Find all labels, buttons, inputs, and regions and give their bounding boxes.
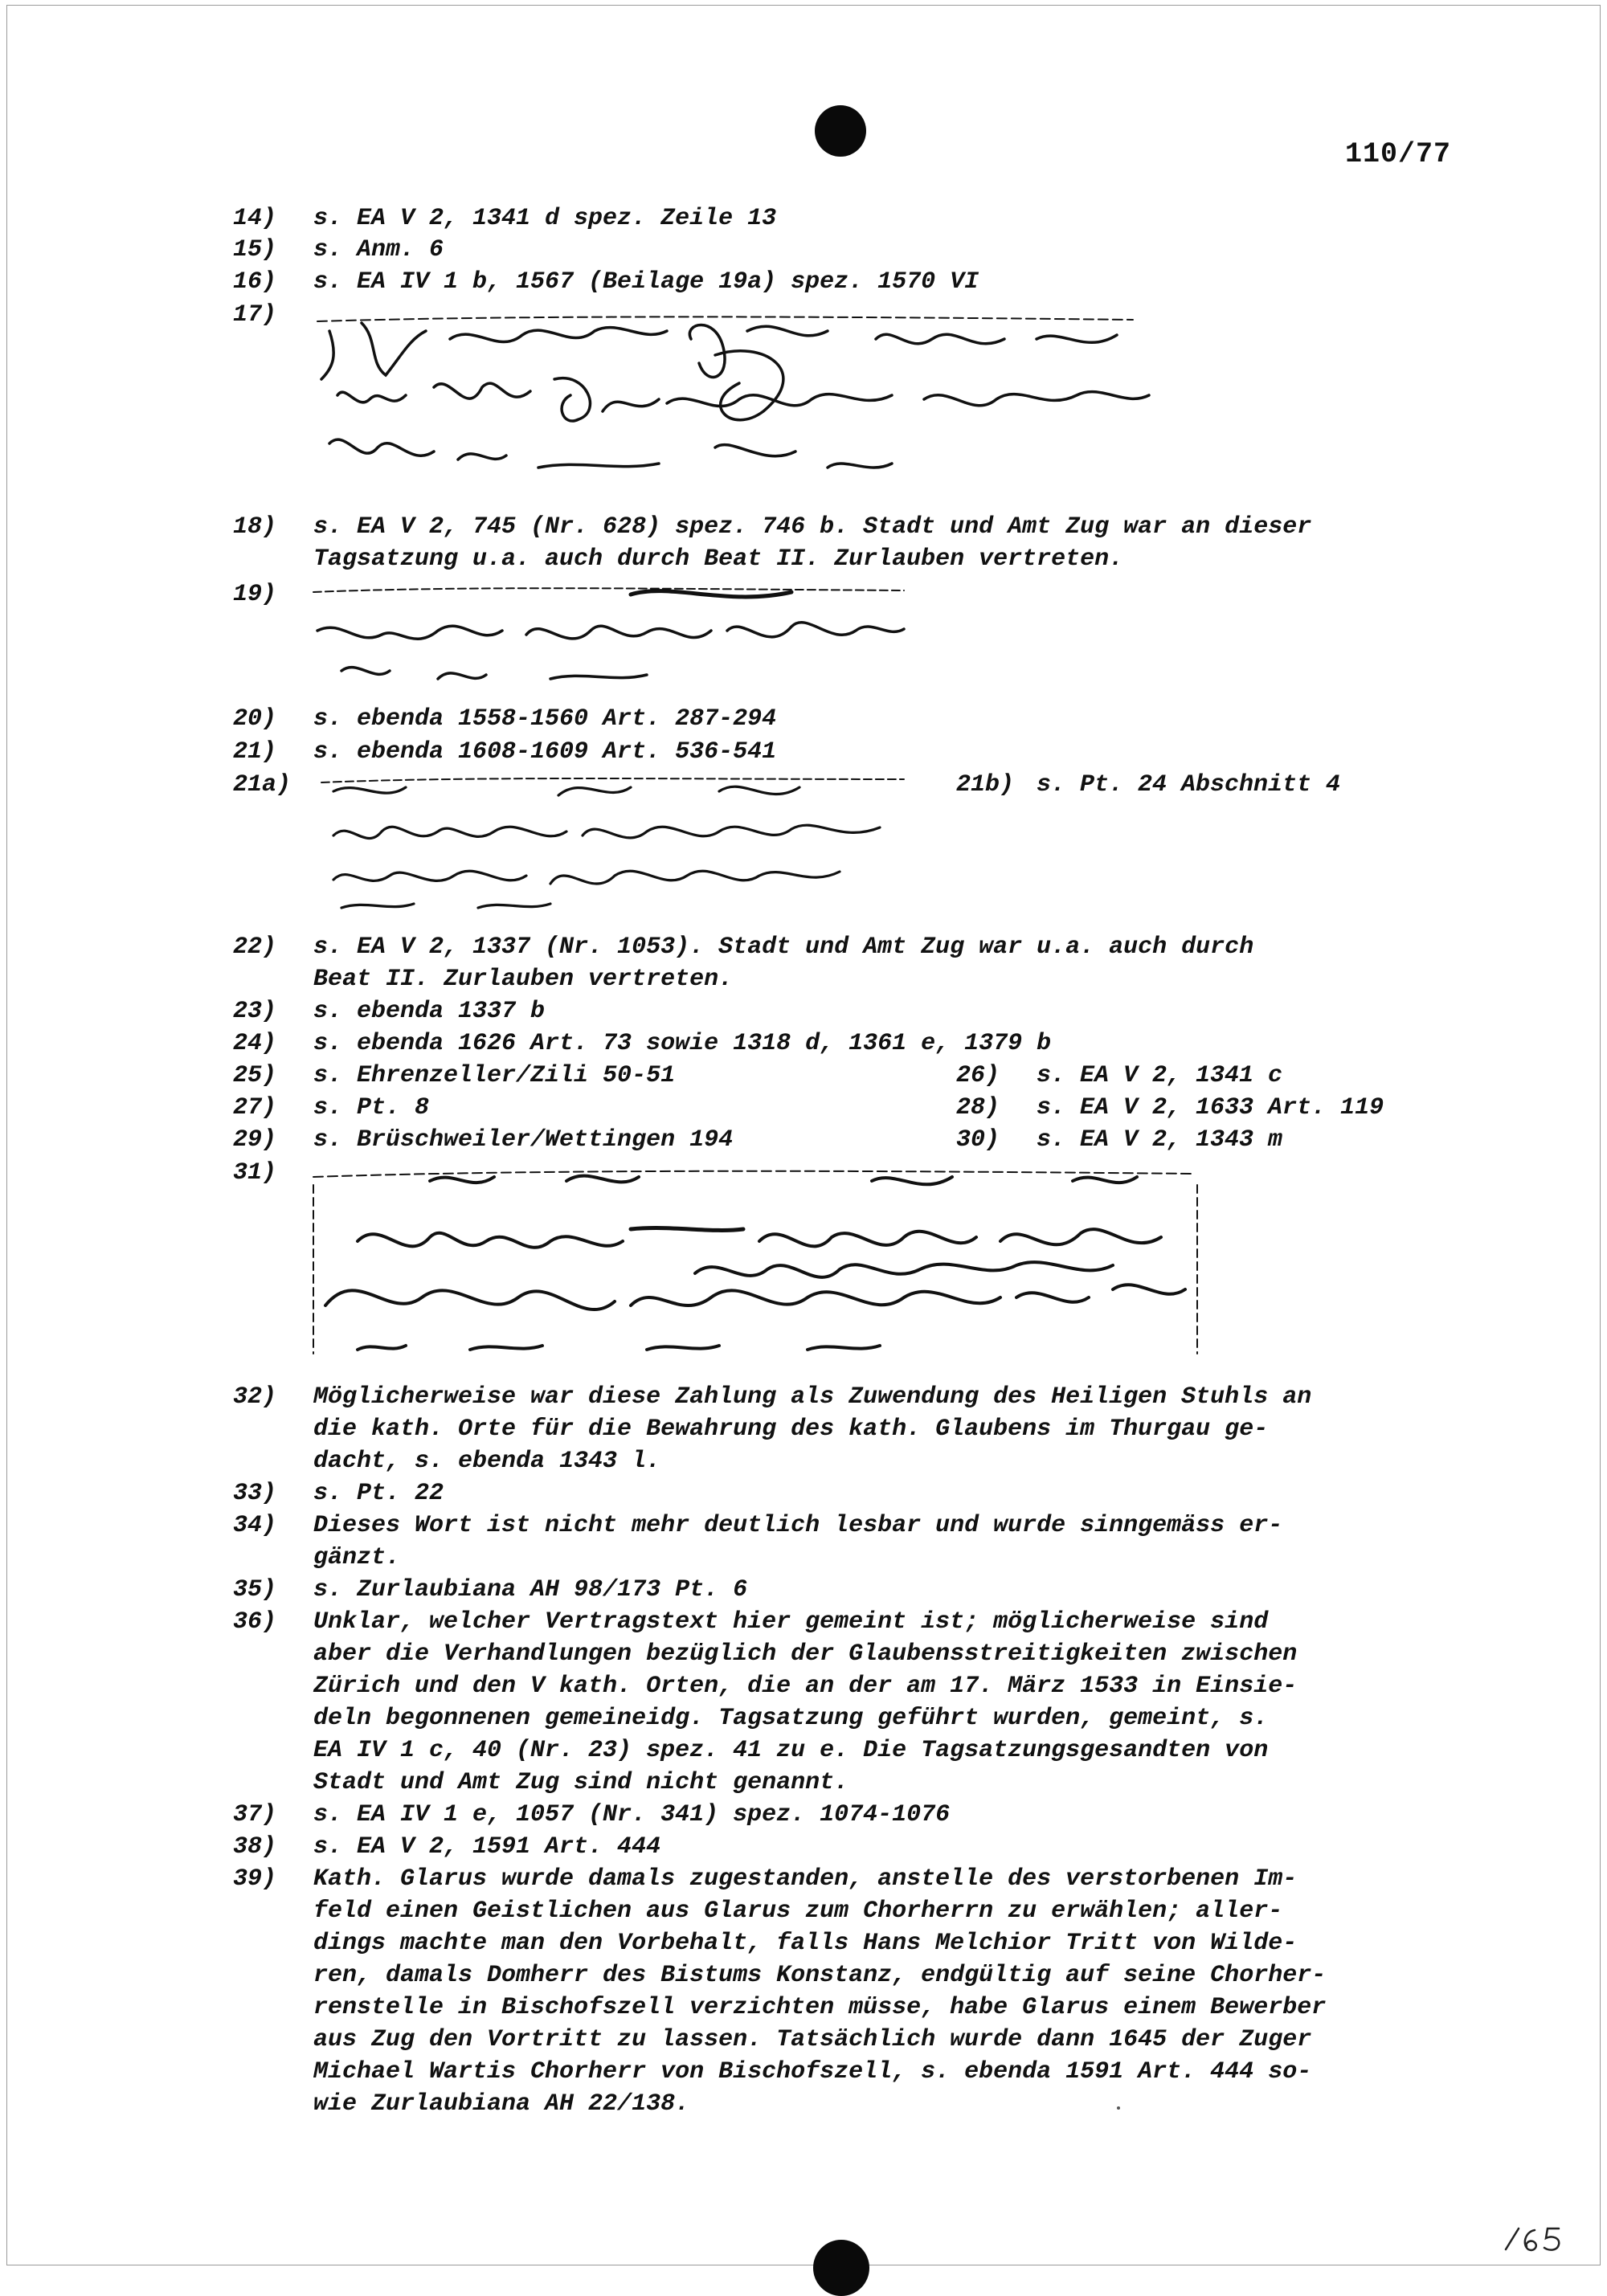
note-number: 14) — [233, 205, 277, 232]
note-number: 22) — [233, 934, 277, 961]
note-number: 34) — [233, 1512, 277, 1539]
note-line: wie Zurlaubiana AH 22/138. — [313, 2090, 690, 2118]
note-line: dacht, s. ebenda 1343 l. — [313, 1448, 661, 1475]
note-line: s. ebenda 1626 Art. 73 sowie 1318 d, 1361 e, 1379 b — [313, 1030, 1052, 1057]
note-line: aus Zug den Vortritt zu lassen. Tatsächlich wurde dann 1645 der Zuger — [313, 2026, 1312, 2053]
note-line: Stadt und Amt Zug sind nicht genannt. — [313, 1769, 849, 1796]
note-line: s. EA V 2, 1337 (Nr. 1053). Stadt und Amt Zug war u.a. auch durch — [313, 934, 1254, 961]
note-line: aber die Verhandlungen bezüglich der Glaubensstreitigkeiten zwischen — [313, 1640, 1298, 1668]
note-number: 33) — [233, 1480, 277, 1507]
note-number: 39) — [233, 1865, 277, 1893]
note-number: 38) — [233, 1833, 277, 1861]
note-line: s. EA IV 1 b, 1567 (Beilage 19a) spez. 1570 VI — [313, 268, 979, 296]
note-line: s. Anm. 6 — [313, 236, 444, 264]
note-number: 32) — [233, 1383, 277, 1411]
punch-hole-bottom — [813, 2240, 869, 2296]
note-line: s. Brüschweiler/Wettingen 194 — [313, 1126, 734, 1154]
note-line: s. Ehrenzeller/Zili 50-51 — [313, 1062, 676, 1089]
note-line: s. ebenda 1337 b — [313, 998, 546, 1025]
note-number: 21a) — [233, 771, 292, 799]
handwritten-folio-number — [1501, 2217, 1573, 2257]
note-number: 23) — [233, 998, 277, 1025]
handwriting-excerpt-17 — [313, 307, 1157, 488]
note-number: 20) — [233, 705, 277, 733]
note-number: 30) — [956, 1126, 1000, 1154]
note-number: 26) — [956, 1062, 1000, 1089]
note-line: Beat II. Zurlauben vertreten. — [313, 966, 734, 993]
note-number: 27) — [233, 1094, 277, 1121]
handwriting-excerpt-21a — [317, 771, 912, 916]
note-line: s. EA V 2, 1633 Art. 119 — [1037, 1094, 1384, 1121]
note-line: gänzt. — [313, 1544, 401, 1571]
note-line: die kath. Orte für die Bewahrung des kath. Glaubens im Thurgau ge- — [313, 1416, 1269, 1443]
note-number: 28) — [956, 1094, 1000, 1121]
note-line: Tagsatzung u.a. auch durch Beat II. Zurlauben vertreten. — [313, 545, 1124, 573]
note-number: 21) — [233, 738, 277, 766]
note-line: Kath. Glarus wurde damals zugestanden, anstelle des verstorbenen Im- — [313, 1865, 1298, 1893]
note-line: Unklar, welcher Vertragstext hier gemeint ist; möglicherweise sind — [313, 1608, 1269, 1636]
note-number: 21b) — [956, 771, 1015, 799]
note-number: 16) — [233, 268, 277, 296]
note-number: 36) — [233, 1608, 277, 1636]
note-line: s. EA V 2, 1341 c — [1037, 1062, 1283, 1089]
handwriting-excerpt-31 — [309, 1161, 1201, 1362]
note-number: 31) — [233, 1159, 277, 1187]
stray-mark — [1117, 2106, 1120, 2110]
note-line: deln begonnenen gemeineidg. Tagsatzung geführt wurden, gemeint, s. — [313, 1705, 1269, 1732]
note-line: s. EA V 2, 1591 Art. 444 — [313, 1833, 661, 1861]
note-number: 24) — [233, 1030, 277, 1057]
note-line: Dieses Wort ist nicht mehr deutlich lesbar und wurde sinngemäss er- — [313, 1512, 1283, 1539]
note-line: EA IV 1 c, 40 (Nr. 23) spez. 41 zu e. Die Tagsatzungsgesandten von — [313, 1737, 1269, 1764]
note-number: 37) — [233, 1801, 277, 1828]
punch-hole-top — [815, 105, 866, 157]
page-number: 110/77 — [1345, 138, 1452, 170]
note-number: 25) — [233, 1062, 277, 1089]
note-line: s. EA V 2, 745 (Nr. 628) spez. 746 b. Stadt und Amt Zug war an dieser — [313, 513, 1312, 541]
note-line: s. EA V 2, 1343 m — [1037, 1126, 1283, 1154]
note-number: 29) — [233, 1126, 277, 1154]
note-line: dings machte man den Vorbehalt, falls Hans Melchior Tritt von Wilde- — [313, 1930, 1298, 1957]
note-line: ren, damals Domherr des Bistums Konstanz, endgültig auf seine Chorher- — [313, 1962, 1327, 1989]
note-number: 19) — [233, 581, 277, 608]
note-line: renstelle in Bischofszell verzichten müsse, habe Glarus einem Bewerber — [313, 1994, 1327, 2021]
note-line: s. ebenda 1608-1609 Art. 536-541 — [313, 738, 777, 766]
note-number: 17) — [233, 301, 277, 329]
note-number: 15) — [233, 236, 277, 264]
note-number: 18) — [233, 513, 277, 541]
note-line: s. Pt. 24 Abschnitt 4 — [1037, 771, 1341, 799]
note-line: Zürich und den V kath. Orten, die an der am 17. März 1533 in Einsie- — [313, 1673, 1298, 1700]
note-line: s. Pt. 22 — [313, 1480, 444, 1507]
note-line: feld einen Geistlichen aus Glarus zum Chorherrn zu erwählen; aller- — [313, 1898, 1283, 1925]
note-line: Michael Wartis Chorherr von Bischofszell, s. ebenda 1591 Art. 444 so- — [313, 2058, 1312, 2086]
note-number: 35) — [233, 1576, 277, 1604]
note-line: s. Pt. 8 — [313, 1094, 430, 1121]
handwriting-excerpt-19 — [309, 582, 928, 691]
note-line: s. ebenda 1558-1560 Art. 287-294 — [313, 705, 777, 733]
note-line: Möglicherweise war diese Zahlung als Zuwendung des Heiligen Stuhls an — [313, 1383, 1312, 1411]
note-line: s. EA V 2, 1341 d spez. Zeile 13 — [313, 205, 777, 232]
note-line: s. Zurlaubiana AH 98/173 Pt. 6 — [313, 1576, 748, 1604]
note-line: s. EA IV 1 e, 1057 (Nr. 341) spez. 1074-1076 — [313, 1801, 951, 1828]
